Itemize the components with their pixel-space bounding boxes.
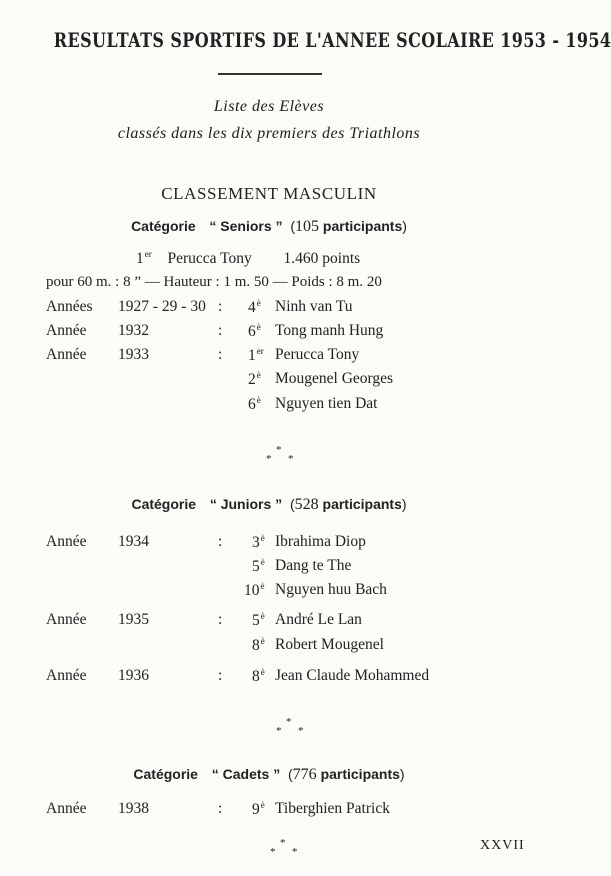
winner-points: 1.460 points bbox=[283, 250, 361, 267]
rank-suffix: è bbox=[256, 370, 261, 380]
student-name: Tiberghien Patrick bbox=[275, 800, 390, 817]
subtitle-line-2: classés dans les dix premiers des Triathlons bbox=[117, 125, 421, 142]
rank-number: 5 bbox=[252, 612, 260, 629]
student-name: Ibrahima Diop bbox=[275, 533, 366, 550]
colon-separator: : bbox=[218, 346, 223, 363]
category-seniors-heading: Catégorie “ Seniors ” (105 participants) bbox=[131, 218, 407, 235]
participants-count: 105 bbox=[295, 218, 320, 235]
year-label: Année bbox=[46, 611, 87, 628]
year-value: 1936 bbox=[118, 667, 149, 684]
rank-number: 3 bbox=[252, 534, 260, 551]
rank bbox=[248, 298, 261, 317]
category-name: “ Seniors ” bbox=[209, 218, 283, 234]
rank-suffix: è bbox=[260, 581, 265, 591]
rank-suffix: è bbox=[260, 533, 265, 543]
rank-suffix: er bbox=[256, 346, 264, 356]
student-name: Jean Claude Mohammed bbox=[275, 667, 430, 684]
winner-name: Perucca Tony bbox=[167, 250, 252, 267]
student-name: Dang te The bbox=[275, 557, 352, 574]
asterism-separator: * * * bbox=[270, 837, 298, 858]
year-label: Année bbox=[46, 800, 87, 817]
rank bbox=[252, 636, 265, 655]
rank-suffix: è bbox=[260, 800, 265, 810]
rank-number: 6 bbox=[248, 396, 256, 413]
year-value: 1938 bbox=[118, 800, 149, 817]
year-value: 1932 bbox=[118, 322, 149, 339]
page-title: RESULTATS SPORTIFS DE L'ANNEE SCOLAIRE 1953 - 1954 bbox=[53, 28, 611, 52]
rank bbox=[252, 800, 265, 819]
category-label: Catégorie bbox=[133, 766, 198, 782]
rank-number: 1 bbox=[248, 347, 256, 364]
rank-suffix: è bbox=[260, 667, 265, 677]
rank-number: 8 bbox=[252, 668, 260, 685]
rank-suffix: è bbox=[256, 298, 261, 308]
page-number: XXVII bbox=[480, 838, 525, 853]
participants-word: participants bbox=[320, 766, 400, 782]
colon-separator: : bbox=[218, 533, 223, 550]
rank-number: 6 bbox=[248, 323, 256, 340]
rank bbox=[244, 581, 265, 600]
rank bbox=[248, 395, 261, 414]
rank bbox=[252, 557, 265, 576]
rank bbox=[248, 370, 261, 389]
student-name: Tong manh Hung bbox=[275, 322, 384, 339]
seniors-winner-line bbox=[136, 249, 360, 268]
student-name: Robert Mougenel bbox=[275, 636, 384, 653]
year-value: 1935 bbox=[118, 611, 149, 628]
year-value: 1927 - 29 - 30 bbox=[118, 298, 206, 315]
participants-count: 528 bbox=[294, 496, 319, 513]
student-name: André Le Lan bbox=[275, 611, 362, 628]
year-label: Année bbox=[46, 346, 87, 363]
rank bbox=[252, 533, 265, 552]
category-juniors-heading: Catégorie “ Juniors ” (528 participants) bbox=[131, 496, 407, 513]
rank-number: 9 bbox=[252, 801, 260, 818]
rank bbox=[252, 611, 265, 630]
participants-word: participants bbox=[322, 218, 403, 234]
section-heading: CLASSEMENT MASCULIN bbox=[161, 184, 377, 203]
asterism-separator: * * * bbox=[276, 716, 304, 737]
rank-suffix: è bbox=[260, 636, 265, 646]
participants-count: 776 bbox=[292, 766, 317, 783]
student-name: Nguyen tien Dat bbox=[275, 395, 378, 412]
rank-number: 8 bbox=[252, 637, 260, 654]
category-name: “ Cadets ” bbox=[211, 766, 281, 782]
colon-separator: : bbox=[218, 298, 223, 315]
colon-separator: : bbox=[218, 667, 223, 684]
year-label: Année bbox=[46, 322, 87, 339]
rank-suffix: è bbox=[260, 611, 265, 621]
title-underline bbox=[218, 73, 322, 75]
category-label: Catégorie bbox=[131, 218, 196, 234]
category-cadets-heading: Catégorie “ Cadets ” (776 participants) bbox=[133, 766, 405, 783]
colon-separator: : bbox=[218, 800, 223, 817]
year-value: 1934 bbox=[118, 533, 149, 550]
rank bbox=[248, 322, 261, 341]
rank bbox=[248, 346, 264, 365]
year-label: Année bbox=[46, 667, 87, 684]
rank-number: 5 bbox=[252, 558, 260, 575]
colon-separator: : bbox=[218, 322, 223, 339]
colon-separator: : bbox=[218, 611, 223, 628]
student-name: Ninh van Tu bbox=[275, 298, 353, 315]
winner-rank: 1 bbox=[136, 250, 144, 267]
rank-number: 2 bbox=[248, 371, 256, 388]
rank-suffix: è bbox=[260, 557, 265, 567]
student-name: Nguyen huu Bach bbox=[275, 581, 387, 598]
seniors-performance-line: pour 60 m. : 8 ” — Hauteur : 1 m. 50 — Poids : 8 m. 20 bbox=[46, 274, 382, 290]
year-label: Années bbox=[46, 298, 93, 315]
rank-suffix: è bbox=[256, 395, 261, 405]
rank-suffix: è bbox=[256, 322, 261, 332]
category-label: Catégorie bbox=[131, 496, 197, 512]
rank-number: 10 bbox=[244, 582, 260, 599]
student-name: Perucca Tony bbox=[275, 346, 360, 363]
year-value: 1933 bbox=[118, 346, 149, 363]
subtitle-line-1: Liste des Elèves bbox=[213, 98, 325, 115]
asterism-separator: * * * bbox=[266, 444, 294, 465]
winner-rank-suffix: er bbox=[144, 249, 152, 259]
participants-word: participants bbox=[322, 496, 402, 512]
rank-number: 4 bbox=[248, 299, 256, 316]
category-name: “ Juniors ” bbox=[209, 496, 283, 512]
rank bbox=[252, 667, 265, 686]
student-name: Mougenel Georges bbox=[275, 370, 394, 387]
year-label: Année bbox=[46, 533, 87, 550]
